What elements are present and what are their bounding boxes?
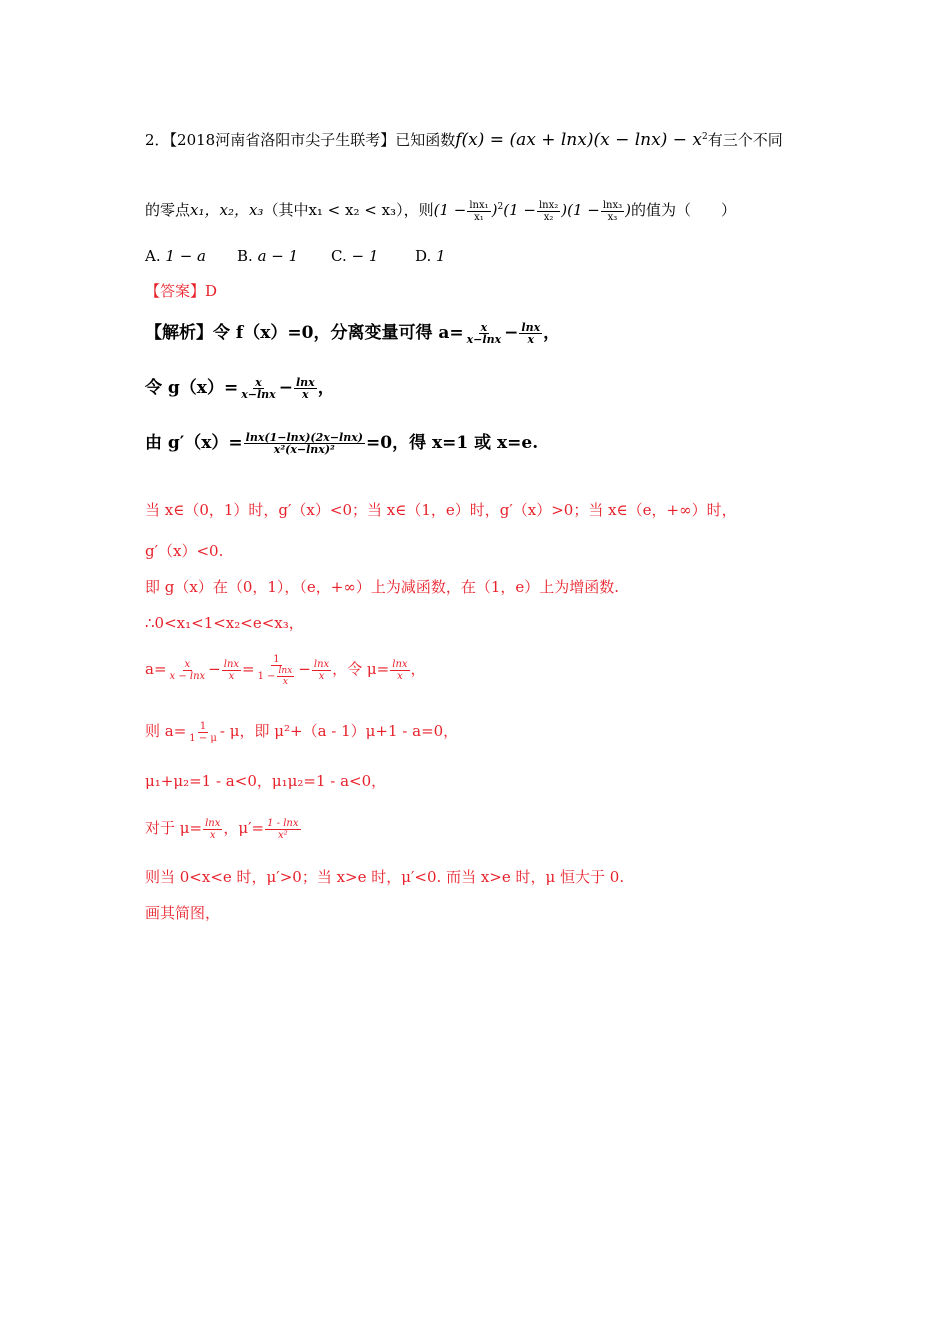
fraction-num: lnx — [392, 658, 408, 670]
option-value: − 1 — [351, 247, 379, 265]
fraction — [312, 659, 331, 682]
reason-line-7: μ₁+μ₂=1 - a<0，μ₁μ₂=1 - a<0， — [145, 772, 387, 790]
text: 1 − — [257, 670, 276, 682]
fraction-num: lnx — [223, 658, 240, 670]
question-line-1 — [145, 127, 783, 150]
text: − — [504, 323, 519, 343]
fraction-den: x — [302, 388, 309, 401]
option-d — [415, 247, 446, 265]
text: - μ，即 μ²+（a - 1）μ+1 - a=0， — [219, 722, 459, 740]
function-exponent: 2 — [701, 132, 708, 142]
function-expression: f(x) = (ax + lnx)(x − lnx) − x — [455, 130, 702, 150]
fraction-den: x² — [277, 829, 288, 841]
nested-fraction — [277, 666, 295, 687]
text: 由 g′（x）= — [145, 433, 243, 453]
fraction — [203, 818, 222, 841]
text: ， — [543, 323, 561, 343]
fraction-num: lnx — [313, 658, 330, 670]
fraction-den: x²(x−lnx)² — [273, 443, 335, 456]
fraction-den: x — [397, 670, 403, 682]
fraction-den: x — [209, 829, 216, 841]
analysis-line-2 — [145, 373, 335, 403]
expr-part: )(1 − — [561, 201, 600, 219]
fraction — [168, 659, 208, 682]
expr-part: (1 − — [433, 201, 467, 219]
option-c — [331, 246, 415, 266]
question-stem: 已知函数 — [395, 131, 456, 149]
fraction — [265, 818, 300, 841]
fraction-num: x — [255, 376, 262, 389]
fraction — [519, 322, 542, 345]
option-label: C. — [331, 247, 347, 265]
fraction — [239, 377, 278, 400]
fraction — [256, 654, 298, 687]
text: ，μ′= — [223, 819, 265, 837]
text: = — [242, 660, 255, 678]
text: − — [208, 660, 221, 678]
question-line-2 — [145, 193, 736, 224]
reason-line-5 — [145, 652, 426, 687]
fraction-num: lnx — [278, 665, 293, 676]
fraction — [294, 377, 317, 400]
reason-line-8 — [145, 813, 302, 843]
text: 对于 μ= — [145, 819, 203, 837]
option-label: D. — [415, 247, 432, 265]
text: 则 a= — [145, 722, 187, 740]
reason-line-4: ∴0<x₁<1<x₂<e<x₃， — [145, 614, 304, 632]
option-a — [145, 246, 237, 266]
fraction — [187, 721, 219, 744]
fraction-den: x — [282, 676, 288, 687]
text: 的值为（ ） — [631, 201, 737, 219]
text: ， — [317, 378, 335, 398]
text: ，则 — [403, 201, 434, 219]
fraction-num: 1 — [273, 653, 280, 665]
fraction-den: x−lnx — [466, 333, 502, 346]
fraction-num: lnx₂ — [538, 199, 559, 211]
fraction-1 — [467, 200, 490, 223]
fraction-num: x — [184, 658, 191, 670]
analysis-line-1 — [145, 318, 560, 348]
fraction-den: 1 − μ — [189, 732, 217, 744]
answer-line — [145, 281, 217, 301]
expr-exponent: 2 — [497, 202, 504, 212]
expr-part: ) — [625, 201, 631, 219]
reason-line-10: 画其简图， — [145, 904, 221, 922]
fraction-den: x−lnx — [241, 388, 276, 401]
question-number: 2． — [145, 131, 170, 149]
fraction-3 — [601, 200, 624, 223]
text: ，令 μ= — [332, 660, 390, 678]
zeros: x₁，x₂，x₃ — [190, 201, 264, 219]
fraction — [222, 659, 241, 682]
fraction-num: 1 - lnx — [267, 817, 299, 829]
answer-value: D — [205, 282, 218, 300]
fraction-den: x — [318, 670, 325, 682]
options-row — [145, 246, 446, 266]
text: − — [278, 378, 293, 398]
analysis-line-3 — [145, 428, 538, 458]
text: − — [298, 660, 311, 678]
answer-tag: 【答案】 — [145, 282, 206, 300]
option-b — [237, 246, 331, 266]
option-value: 1 − a — [165, 247, 206, 265]
option-value: 1 — [436, 247, 446, 265]
fraction-den — [256, 666, 298, 687]
reason-line-3: 即 g（x）在（0，1），（e，+∞）上为减函数，在（1，e）上为增函数. — [145, 578, 620, 596]
text: 令 g（x）= — [145, 378, 239, 398]
fraction-2 — [537, 200, 560, 223]
analysis-tag: 【解析】 — [145, 323, 213, 343]
fraction-num: lnx — [521, 321, 541, 334]
fraction-den: x − lnx — [169, 670, 206, 682]
fraction-num: lnx — [295, 376, 315, 389]
fraction-num: lnx(1−lnx)(2x−lnx) — [245, 431, 363, 444]
reason-line-2: g′（x）<0. — [145, 542, 224, 560]
fraction-den: x₃ — [607, 211, 618, 223]
reason-line-1: 当 x∈（0，1）时，g′（x）<0；当 x∈（1，e）时，g′（x）>0；当 x∈（e，+∞）时， — [145, 501, 737, 519]
fraction-den: x₁ — [474, 211, 484, 223]
option-label: B. — [237, 247, 253, 265]
fraction-num: x — [480, 321, 488, 334]
text: a= — [145, 660, 167, 678]
fraction-den: x — [228, 670, 235, 682]
fraction — [390, 659, 409, 682]
fraction — [244, 432, 365, 455]
text: ， — [410, 660, 426, 678]
fraction-num: lnx — [205, 817, 221, 829]
fraction-den: x — [527, 333, 535, 346]
fraction-num: lnx₁ — [469, 199, 489, 211]
fraction — [465, 322, 504, 345]
text: 令 f（x）=0，分离变量可得 a= — [213, 323, 464, 343]
text: 的零点 — [145, 201, 191, 219]
question-source: 【2018河南省洛阳市尖子生联考】 — [169, 131, 396, 149]
expr-part: ) — [491, 201, 498, 219]
fraction-den: x₂ — [543, 211, 554, 223]
reason-line-6 — [145, 716, 458, 746]
option-value: a − 1 — [257, 247, 299, 265]
reason-line-9: 则当 0<x<e 时，μ′>0；当 x>e 时，μ′<0. 而当 x>e 时，μ 恒大于 0. — [145, 868, 625, 886]
zero-condition: （其中x₁ < x₂ < x₃） — [263, 201, 404, 219]
fraction-num: 1 — [199, 720, 207, 732]
option-label: A. — [145, 247, 161, 265]
fraction-num: lnx₃ — [602, 199, 623, 211]
expr-part: (1 − — [503, 201, 536, 219]
text: =0，得 x=1 或 x=e. — [366, 433, 539, 453]
question-stem-cont: 有三个不同 — [707, 131, 783, 149]
